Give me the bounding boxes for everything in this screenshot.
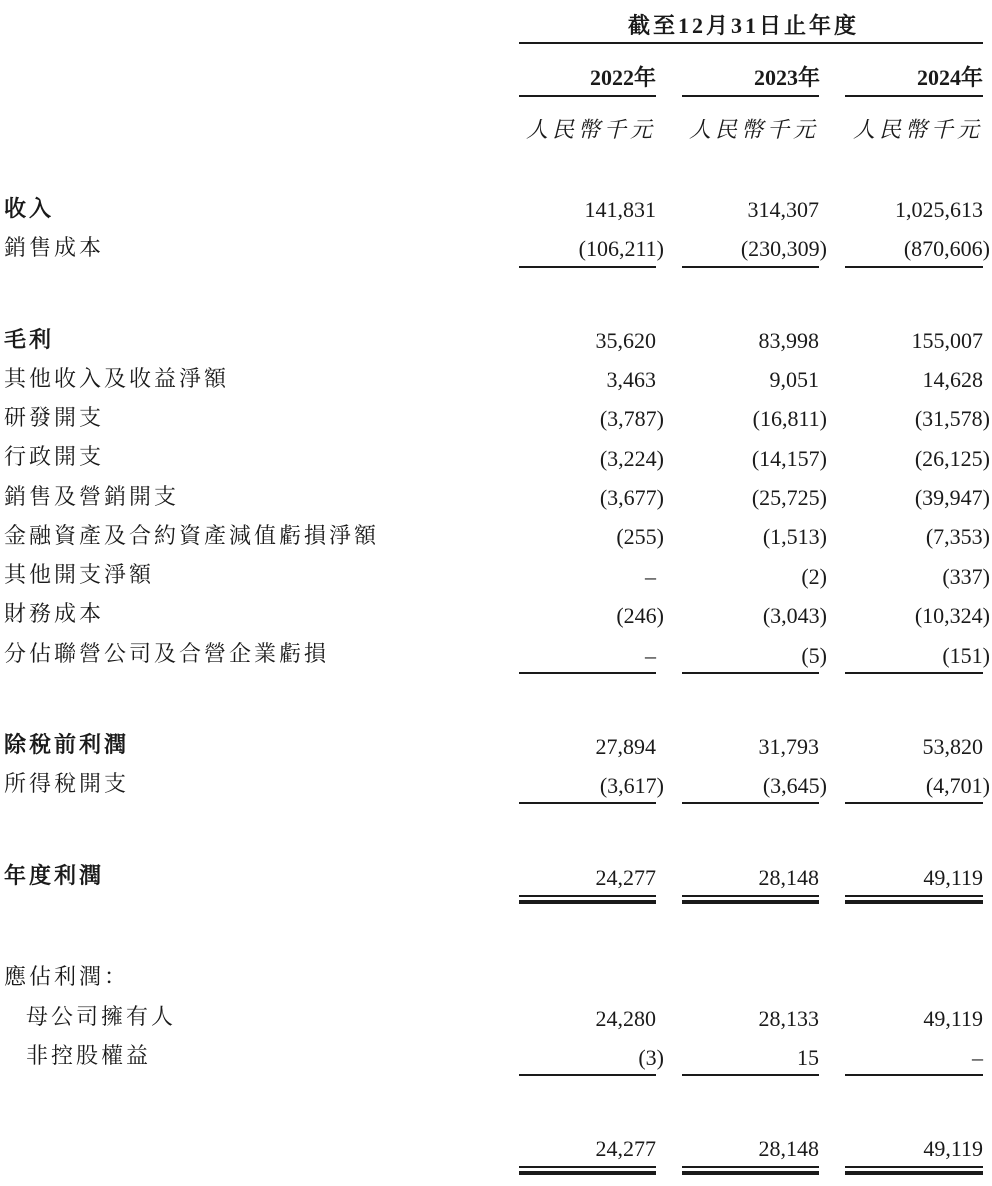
total-double-rule xyxy=(845,895,983,904)
cell-cost-of-sales-2023: (230,309) xyxy=(740,236,827,261)
subtotal-rule xyxy=(682,672,819,674)
cell-finance-costs-2022: (246) xyxy=(616,603,664,628)
year-heading-2023: 2023年 xyxy=(753,65,820,90)
row-label-gross-profit: 毛利 xyxy=(4,327,55,352)
cell-impairment-2024: (7,353) xyxy=(925,524,990,549)
cell-pbt-2024: 53,820 xyxy=(922,734,983,759)
row-label-profit-for-year: 年度利潤 xyxy=(4,863,105,888)
cell-owners-2024: 49,119 xyxy=(923,1006,983,1031)
cell-share-of-losses-2022: – xyxy=(645,643,656,668)
cell-gross-profit-2022: 35,620 xyxy=(595,328,656,353)
cell-finance-costs-2023: (3,043) xyxy=(762,603,827,628)
unit-2023: 人民幣千元 xyxy=(688,117,819,142)
subtotal-rule xyxy=(845,672,983,674)
cell-selling-2024: (39,947) xyxy=(914,485,990,510)
cell-admin-2024: (26,125) xyxy=(914,446,990,471)
cell-total-2023: 28,148 xyxy=(758,1136,819,1161)
cell-total-2024: 49,119 xyxy=(923,1136,983,1161)
cell-total-2022: 24,277 xyxy=(595,1136,656,1161)
cell-revenue-2024: 1,025,613 xyxy=(895,197,983,222)
total-double-rule xyxy=(519,1166,656,1175)
cell-income-tax-2023: (3,645) xyxy=(762,773,827,798)
subtotal-rule xyxy=(519,1074,656,1076)
subtotal-rule xyxy=(682,266,819,268)
subtotal-rule xyxy=(845,802,983,804)
subtotal-rule xyxy=(682,802,819,804)
year-rule-2024 xyxy=(845,95,983,97)
cell-revenue-2022: 141,831 xyxy=(584,197,656,222)
cell-share-of-losses-2023: (5) xyxy=(801,643,827,668)
cell-finance-costs-2024: (10,324) xyxy=(914,603,990,628)
year-rule-2023 xyxy=(682,95,819,97)
subtotal-rule xyxy=(519,266,656,268)
cell-pbt-2022: 27,894 xyxy=(595,734,656,759)
total-double-rule xyxy=(682,1166,819,1175)
cell-admin-2022: (3,224) xyxy=(599,446,664,471)
cell-gross-profit-2024: 155,007 xyxy=(911,328,983,353)
unit-2024: 人民幣千元 xyxy=(852,117,983,142)
cell-owners-2023: 28,133 xyxy=(758,1006,819,1031)
row-label-income-tax: 所得稅開支 xyxy=(4,771,130,796)
row-label-share-of-losses: 分佔聯營公司及合營企業虧損 xyxy=(4,641,330,666)
year-heading-2024: 2024年 xyxy=(916,65,983,90)
cell-nci-2023: 15 xyxy=(797,1045,819,1070)
row-label-non-controlling: 非控股權益 xyxy=(26,1043,152,1068)
row-label-owners-of-parent: 母公司擁有人 xyxy=(26,1004,177,1029)
row-label-selling: 銷售及營銷開支 xyxy=(4,484,180,509)
cell-other-expenses-2023: (2) xyxy=(801,564,827,589)
cell-income-tax-2022: (3,617) xyxy=(599,773,664,798)
cell-income-tax-2024: (4,701) xyxy=(925,773,990,798)
subtotal-rule xyxy=(519,672,656,674)
cell-impairment-2022: (255) xyxy=(616,524,664,549)
subtotal-rule xyxy=(845,1074,983,1076)
cell-selling-2022: (3,677) xyxy=(599,485,664,510)
cell-rnd-2024: (31,578) xyxy=(914,406,990,431)
cell-selling-2023: (25,725) xyxy=(751,485,827,510)
cell-pbt-2023: 31,793 xyxy=(758,734,819,759)
cell-other-income-2022: 3,463 xyxy=(606,367,656,392)
row-label-other-income: 其他收入及收益淨額 xyxy=(4,366,230,391)
header-rule xyxy=(519,42,983,44)
row-label-profit-before-tax: 除稅前利潤 xyxy=(4,732,130,757)
total-double-rule xyxy=(682,895,819,904)
cell-cost-of-sales-2022: (106,211) xyxy=(578,236,664,261)
cell-rnd-2023: (16,811) xyxy=(752,406,827,431)
cell-impairment-2023: (1,513) xyxy=(762,524,827,549)
row-label-attributable-to: 應佔利潤： xyxy=(4,964,130,989)
cell-other-expenses-2022: – xyxy=(645,564,656,589)
total-double-rule xyxy=(519,895,656,904)
cell-profit-year-2023: 28,148 xyxy=(758,865,819,890)
cell-nci-2022: (3) xyxy=(638,1045,664,1070)
row-label-rnd: 研發開支 xyxy=(4,405,105,430)
cell-profit-year-2022: 24,277 xyxy=(595,865,656,890)
row-label-finance-costs: 財務成本 xyxy=(4,601,105,626)
period-heading: 截至12月31日止年度 xyxy=(628,13,860,38)
cell-other-income-2024: 14,628 xyxy=(922,367,983,392)
row-label-revenue: 收入 xyxy=(4,196,55,221)
cell-rnd-2022: (3,787) xyxy=(599,406,664,431)
subtotal-rule xyxy=(845,266,983,268)
cell-cost-of-sales-2024: (870,606) xyxy=(903,236,990,261)
cell-other-expenses-2024: (337) xyxy=(942,564,990,589)
cell-nci-2024: – xyxy=(972,1045,983,1070)
year-heading-2022: 2022年 xyxy=(589,65,656,90)
cell-other-income-2023: 9,051 xyxy=(769,367,819,392)
year-rule-2022 xyxy=(519,95,656,97)
subtotal-rule xyxy=(682,1074,819,1076)
row-label-cost-of-sales: 銷售成本 xyxy=(4,235,105,260)
cell-gross-profit-2023: 83,998 xyxy=(758,328,819,353)
cell-profit-year-2024: 49,119 xyxy=(923,865,983,890)
cell-admin-2023: (14,157) xyxy=(751,446,827,471)
row-label-other-expenses: 其他開支淨額 xyxy=(4,562,155,587)
unit-2022: 人民幣千元 xyxy=(525,117,656,142)
row-label-impairment: 金融資產及合約資產減值虧損淨額 xyxy=(4,523,380,548)
cell-owners-2022: 24,280 xyxy=(595,1006,656,1031)
total-double-rule xyxy=(845,1166,983,1175)
subtotal-rule xyxy=(519,802,656,804)
cell-share-of-losses-2024: (151) xyxy=(942,643,990,668)
row-label-admin: 行政開支 xyxy=(4,444,105,469)
cell-revenue-2023: 314,307 xyxy=(747,197,819,222)
